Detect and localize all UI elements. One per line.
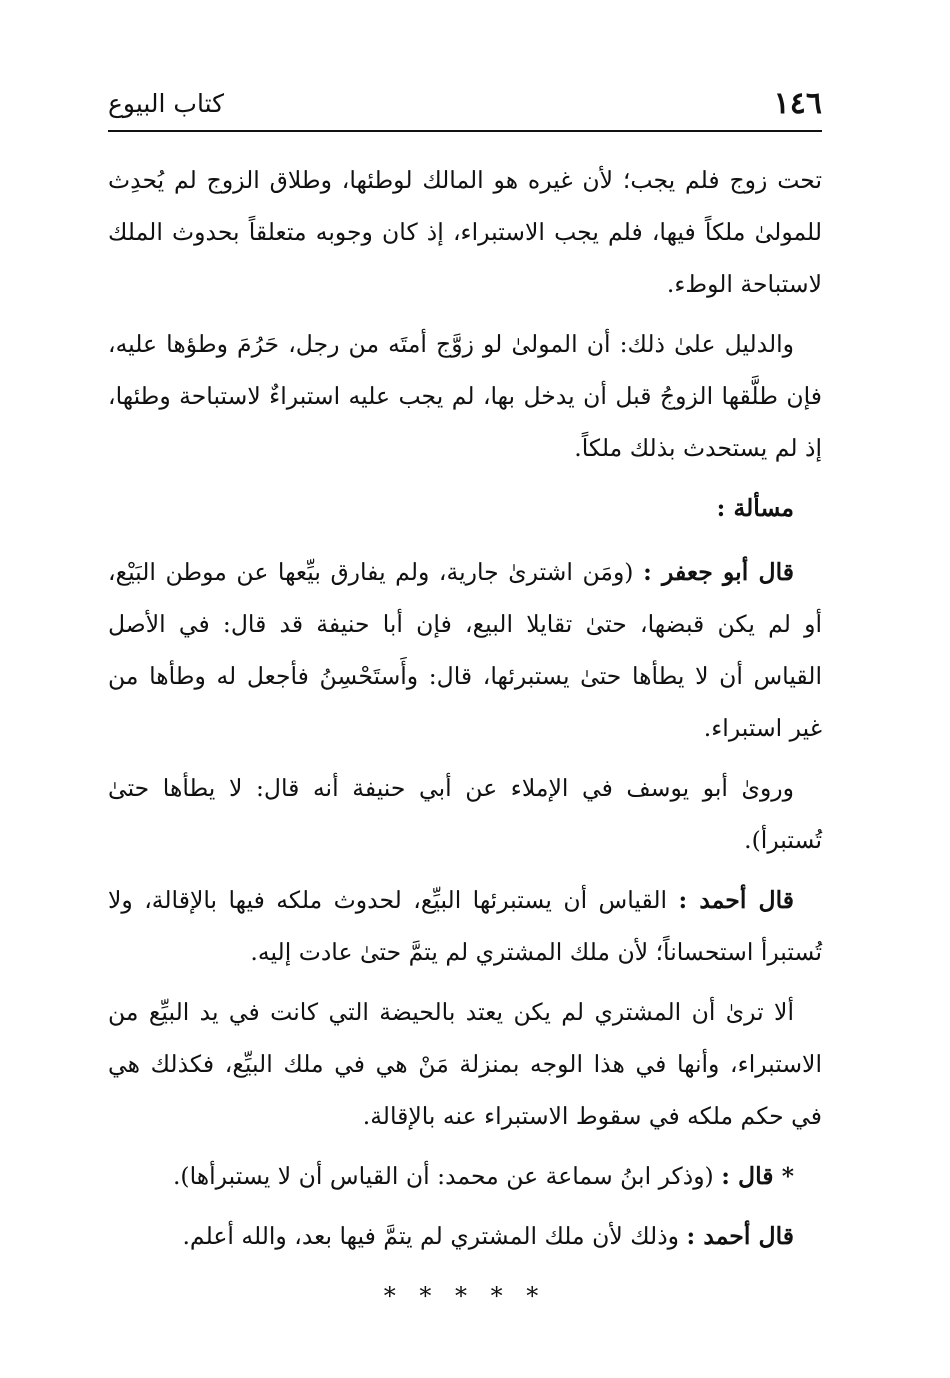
paragraph-text: ألا ترىٰ أن المشتري لم يكن يعتد بالحيضة التي كانت في يد البيِّع من الاستبراء، وأنها في هذا الوجه بمنزلة مَنْ هي في ملك البيِّع، فكذلك هي في حكم ملكه في سقوط الاستبراء عنه بالإقالة. — [108, 998, 822, 1130]
paragraph — [108, 874, 822, 978]
speaker-lead: قال أحمد : — [678, 886, 794, 914]
paragraph — [108, 986, 822, 1142]
section-heading-text: مسألة : — [716, 494, 794, 522]
page-number: ١٤٦ — [773, 86, 822, 121]
speaker-lead: * قال : — [721, 1162, 794, 1190]
speaker-lead: قال أبو جعفر : — [643, 558, 794, 586]
section-separator: * * * * * — [383, 1282, 547, 1310]
paragraph-text: (وذكر ابنُ سماعة عن محمد: أن القياس أن لا يستبرأها). — [172, 1162, 714, 1190]
paragraph-text: (ومَن اشترىٰ جارية، ولم يفارق بيِّعها عن موطن البَيْع، أو لم يكن قبضها، حتىٰ تقايلا البيع، فإن أبا حنيفة قد قال: في الأصل القياس أن لا يطأها حتىٰ يستبرئها، قال: وأَستَحْسِنُ فأجعل له وطأها من غير استبراء. — [108, 558, 822, 742]
paragraph-text: تحت زوج فلم يجب؛ لأن غيره هو المالك لوطئها، وطلاق الزوج لم يُحدِث للمولىٰ ملكاً فيها، فلم يجب الاستبراء، إذ كان وجوبه متعلقاً بحدوث الملك لاستباحة الوطء. — [108, 166, 822, 298]
section-heading — [108, 482, 822, 534]
page-header — [108, 80, 822, 132]
paragraph — [108, 318, 822, 474]
paragraph-text: القياس أن يستبرئها البيِّع، لحدوث ملكه فيها بالإقالة، ولا تُستبرأ استحساناً؛ لأن ملك المشتري لم يتمَّ حتىٰ عادت إليه. — [108, 886, 822, 966]
page-body — [108, 154, 822, 1322]
paragraph — [108, 1210, 822, 1262]
paragraph-text: والدليل علىٰ ذلك: أن المولىٰ لو زوَّج أمتَه من رجل، حَرُمَ وطؤها عليه، فإن طلَّقها الزوجُ قبل أن يدخل بها، لم يجب عليه استبراءٌ لاستباحة وطئها، إذ لم يستحدث بذلك ملكاً. — [108, 330, 822, 462]
paragraph-text: وذلك لأن ملك المشتري لم يتمَّ فيها بعد، والله أعلم. — [182, 1222, 680, 1250]
paragraph — [108, 762, 822, 866]
speaker-lead: قال أحمد : — [686, 1222, 794, 1250]
running-title: كتاب البيوع — [108, 89, 225, 118]
paragraph — [108, 154, 822, 310]
header-rule — [108, 130, 822, 132]
paragraph — [108, 546, 822, 754]
paragraph — [108, 1150, 822, 1202]
paragraph-text: وروىٰ أبو يوسف في الإملاء عن أبي حنيفة أنه قال: لا يطأها حتىٰ تُستبرأ). — [108, 774, 822, 854]
